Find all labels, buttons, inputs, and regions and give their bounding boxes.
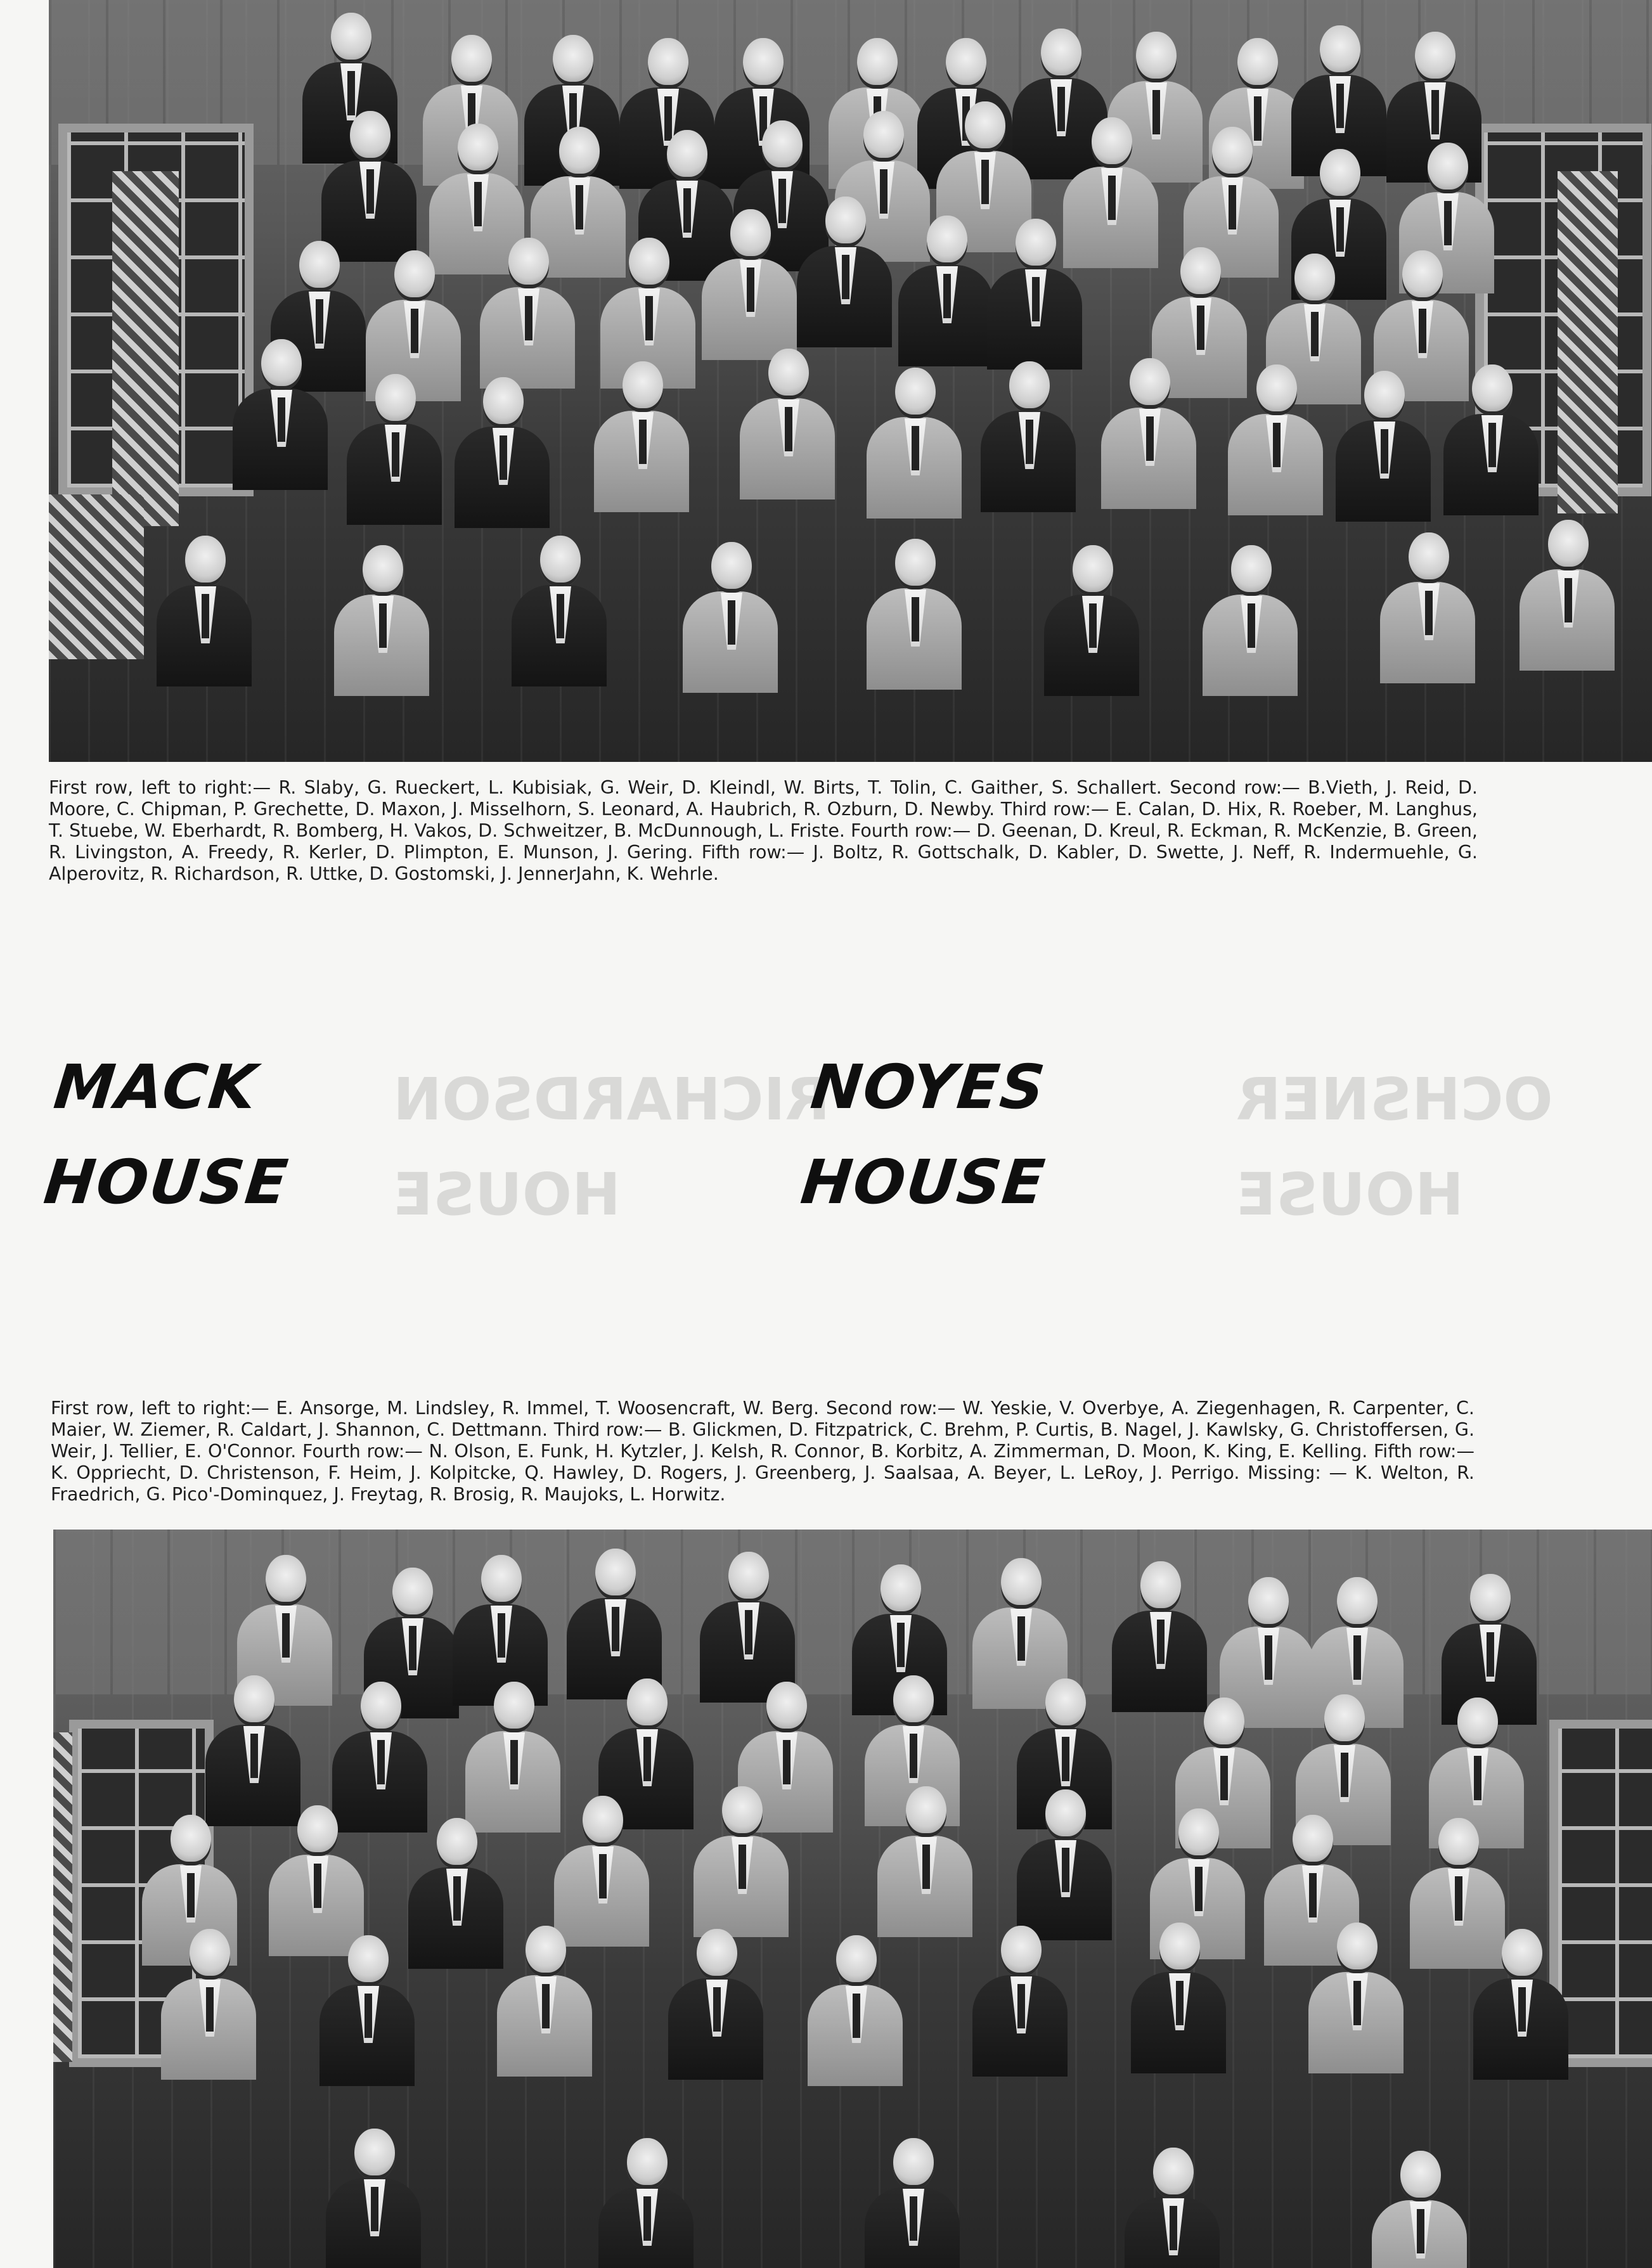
photo-caption-bottom: First row, left to right:— E. Ansorge, M. Lindsley, R. Immel, T. Woosencraft, W. Berg. Second row:— W. Yeskie, V. Overbye, A. Ziegenhagen, R. Carpenter, C. Maier, W. Ziemer, R. Caldart, J. Shannon, C. Dettmann. Third row:— B. Glickmen, D. Fitzpatrick, C. Brehm, P. Curtis, B. Nagel, J. Kawlsky, G. Christoffersen, G. Weir, J. Tellier, E. O'Connor. Fourth row:— N. Olson, E. Funk, H. Kytzler, J. Kelsh, R. Connor, B. Korbitz, A. Zimmerman, D. Moon, K. King, E. Kelling. Fifth row:— K. Oppriecht, D. Christenson, F. Heim, J. Kolpitcke, Q. Hawley, D. Rogers, J. Greenberg, J. Saalsaa, A. Beyer, L. LeRoy, J. Perrigo. Missing: — K. Welton, R. Fraedrich, G. Pico'-Dominquez, J. Freytag, R. Brosig, R. Maujoks, L. Horwitz. (51, 1398, 1475, 1505)
heading-line: HOUSE (797, 1147, 1049, 1218)
curtain-right (1558, 171, 1618, 513)
show-through-heading-left: RICHARDSON HOUSE (393, 1066, 830, 1228)
group-photo-bottom (53, 1530, 1652, 2268)
heading-line: HOUSE (41, 1147, 292, 1218)
photo-caption-top: First row, left to right:— R. Slaby, G. Rueckert, L. Kubisiak, G. Weir, D. Kleindl, W. Birts, T. Tolin, C. Gaither, S. Schallert. Second row:— B.Vieth, J. Reid, D. Moore, C. Chipman, P. Grechette, D. Maxon, J. Misselhorn, S. Leonard, A. Haubrich, R. Ozburn, D. Newby. Third row:— E. Calan, D. Hix, R. Roeber, M. Langhus, T. Stuebe, W. Eberhardt, R. Bomberg, H. Vakos, D. Schweitzer, B. McDunnough, L. Friste. Fourth row:— D. Geenan, D. Kreul, R. Eckman, R. McKenzie, B. Green, R. Livingston, A. Freedy, R. Kerler, D. Plimpton, E. Munson, J. Gering. Fifth row:— J. Boltz, R. Gottschalk, D. Kabler, D. Swette, J. Neff, R. Indermuehle, G. Alperovitz, R. Richardson, R. Uttke, D. Gostomski, J. JennerJahn, K. Wehrle. (49, 777, 1478, 884)
noyes-house-heading (796, 1040, 1060, 1230)
group-photo-top (49, 0, 1652, 762)
curtain-left (112, 171, 179, 526)
curtain-left (53, 1732, 72, 2062)
mack-house-heading (39, 1040, 303, 1230)
armchair (49, 494, 144, 659)
heading-line: NOYES (807, 1052, 1049, 1123)
heading-line: MACK (50, 1052, 261, 1123)
show-through-heading-right: OCHSNER HOUSE (1236, 1066, 1553, 1228)
